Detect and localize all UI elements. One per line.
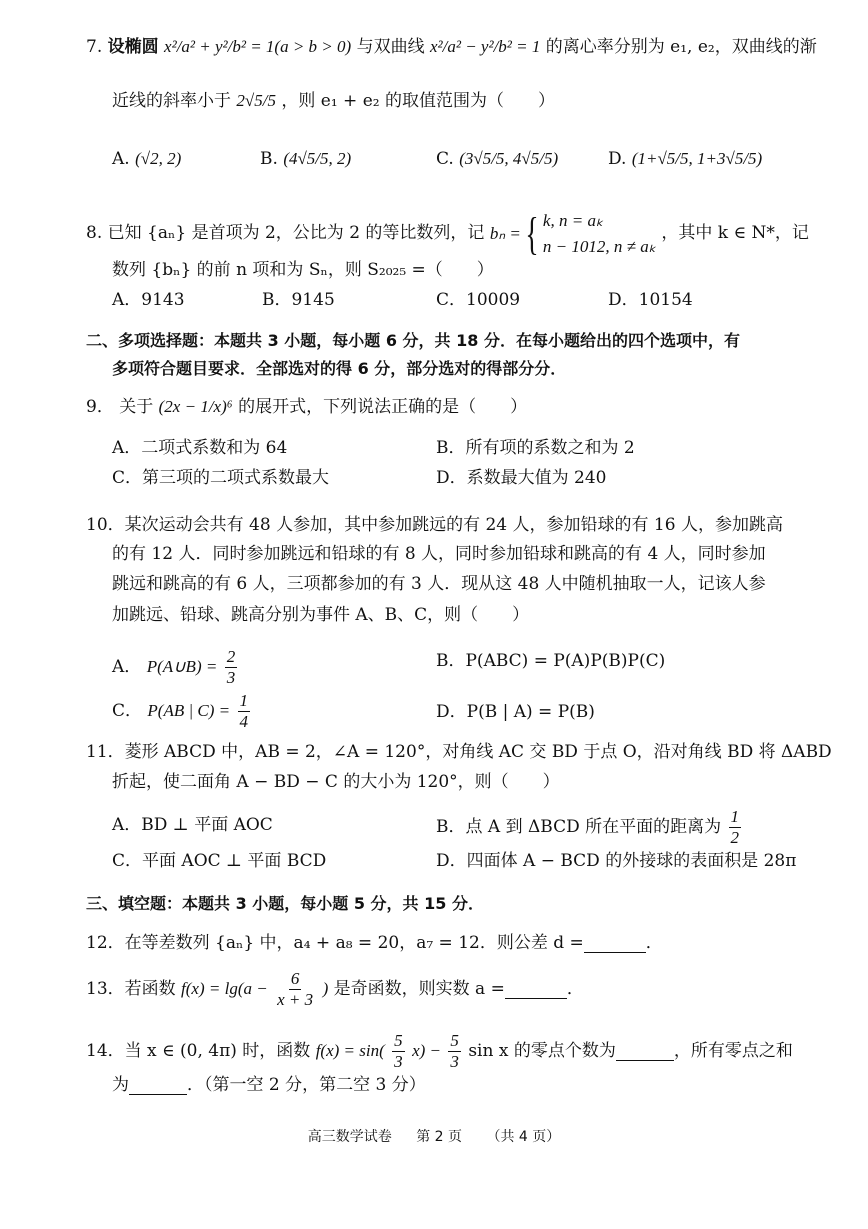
q12-answer-blank[interactable] bbox=[584, 935, 646, 953]
q7-line2b: ，则 e₁ + e₂ 的取值范围为（ ） bbox=[281, 91, 555, 111]
q9-number: 9． bbox=[86, 397, 114, 417]
q7-hyperbola-eq: x²/a² − y²/b² = 1 bbox=[430, 37, 541, 56]
q12-line: 12．在等差数列 {aₙ} 中，a₄ + a₈ = 20，a₇ = 12．则公差 d = ． bbox=[86, 933, 663, 953]
q7-option-c-value: (3√5/5, 4√5/5) bbox=[459, 149, 559, 168]
q10-option-a-fraction: $\frac{2}{3}$ bbox=[226, 647, 236, 687]
q7-line2a: 近线的斜率小于 bbox=[112, 91, 231, 111]
q9-lead: 关于 bbox=[119, 397, 154, 417]
q14-line1: 14．当 x ∈ (0, 4π) 时，函数 f(x) = sin( $\frac{5}{3}$ x) − $\frac{5}{3}$ sin x 的零点个数为 ，所有零点之和 bbox=[86, 1031, 793, 1071]
q11-option-c: C．平面 AOC ⊥ 平面 BCD bbox=[112, 851, 327, 871]
q8-option-a: A．9143 bbox=[112, 290, 185, 310]
q11-option-d: D．四面体 A − BCD 的外接球的表面积是 28π bbox=[436, 851, 797, 871]
q7-ellipse-eq: x²/a² + y²/b² = 1(a > b > 0) bbox=[164, 37, 352, 56]
q14-answer-blank-2[interactable] bbox=[129, 1077, 187, 1095]
q7-option-a-value: (√2, 2) bbox=[135, 149, 182, 168]
section2-line1: 二、多项选择题：本题共 3 小题，每小题 6 分，共 18 分．在每小题给出的四个选项中，有 bbox=[86, 331, 740, 350]
q9-tail: 的展开式，下列说法正确的是（ ） bbox=[238, 397, 528, 417]
q7-option-d: D. (1+√5/5, 1+3√5/5) bbox=[608, 149, 763, 169]
q7-number: 7. bbox=[86, 37, 103, 57]
q10-line3: 跳远和跳高的有 6 人，三项都参加的有 3 人．现从这 48 人中随机抽取一人，记该人参 bbox=[112, 574, 766, 594]
q7-line1 bbox=[86, 38, 817, 56]
q14-answer-blank-1[interactable] bbox=[616, 1043, 674, 1061]
q14-fraction-2: $\frac{5}{3}$ bbox=[450, 1031, 459, 1071]
q10-option-b: B．P(ABC) = P(A)P(B)P(C) bbox=[436, 651, 666, 671]
q10-option-c: C． P(AB | C) = $\frac{1}{4}$ bbox=[112, 691, 249, 731]
q14-fraction-1: $\frac{5}{3}$ bbox=[394, 1031, 403, 1071]
q8-option-b: B．9145 bbox=[262, 290, 335, 310]
q14-line2: 为 ．（第一空 2 分，第二空 3 分） bbox=[112, 1075, 426, 1095]
q13-line: 13．若函数 f(x) = lg(a − $\frac{6}{x + 3}$ ) 是奇函数，则实数 a = ． bbox=[86, 969, 584, 1009]
q7-option-d-value: (1+√5/5, 1+3√5/5) bbox=[631, 149, 763, 168]
q10-option-c-fraction: $\frac{1}{4}$ bbox=[239, 691, 249, 731]
footer-page: 第 2 页 bbox=[416, 1129, 462, 1145]
q9-option-c: C．第三项的二项式系数最大 bbox=[112, 468, 330, 488]
q7-option-b-value: (4√5/5, 2) bbox=[283, 149, 352, 168]
q8-bn-definition: bₙ = { k, n = aₖ n − 1012, n ≠ aₖ bbox=[489, 207, 656, 259]
q8-tail: ，其中 k ∈ N*，记 bbox=[661, 223, 809, 243]
footer-total: （共 4 页） bbox=[486, 1129, 561, 1145]
q11-option-a: A．BD ⊥ 平面 AOC bbox=[112, 815, 273, 835]
footer-title: 高三数学试卷 bbox=[307, 1129, 392, 1145]
q8-case-2: n − 1012, n ≠ aₖ bbox=[542, 236, 656, 256]
q13-answer-blank[interactable] bbox=[505, 981, 567, 999]
q11-option-b: B．点 A 到 ΔBCD 所在平面的距离为 $\frac{1}{2}$ bbox=[436, 807, 740, 847]
q13-fraction: $\frac{6}{x + 3}$ bbox=[277, 969, 314, 1009]
section2-line2: 多项符合题目要求．全部选对的得 6 分，部分选对的得部分分． bbox=[112, 359, 567, 378]
q10-option-d: D．P(B | A) = P(B) bbox=[436, 702, 595, 722]
q7-slope-bound: 2√5/5 bbox=[236, 91, 276, 110]
q8-option-c: C．10009 bbox=[436, 290, 521, 310]
q7-option-a: A. (√2, 2) bbox=[112, 149, 182, 169]
q9-option-b: B．所有项的系数之和为 2 bbox=[436, 438, 635, 458]
q8-case-1: k, n = aₖ bbox=[542, 211, 604, 230]
q7-option-c: C. (3√5/5, 4√5/5) bbox=[436, 149, 559, 169]
q7-mid: 与双曲线 bbox=[356, 37, 425, 57]
q11-option-b-fraction: $\frac{1}{2}$ bbox=[730, 807, 740, 847]
q7-lead: 设椭圆 bbox=[107, 37, 159, 57]
q8-line2: 数列 {bₙ} 的前 n 项和为 Sₙ，则 S₂₀₂₅ =（ ） bbox=[112, 260, 494, 280]
q9-expression: (2x − 1/x)⁶ bbox=[158, 397, 233, 416]
q9-line1 bbox=[86, 398, 527, 416]
q9-option-a: A．二项式系数和为 64 bbox=[112, 438, 288, 458]
q8-option-d: D．10154 bbox=[608, 290, 693, 310]
q10-option-a: A． P(A∪B) = $\frac{2}{3}$ bbox=[112, 647, 236, 687]
q7-tail: 的离心率分别为 e₁, e₂，双曲线的渐 bbox=[545, 37, 817, 57]
q7-line2 bbox=[112, 92, 555, 110]
q10-line2: 的有 12 人．同时参加跳远和铅球的有 8 人，同时参加铅球和跳高的有 4 人，同时参加 bbox=[112, 544, 766, 564]
q8-lead: 已知 {aₙ} 是首项为 2，公比为 2 的等比数列，记 bbox=[107, 223, 485, 243]
q7-option-b: B. (4√5/5, 2) bbox=[260, 149, 352, 169]
q8-line1 bbox=[86, 208, 809, 259]
q10-line1: 10．某次运动会共有 48 人参加，其中参加跳远的有 24 人，参加铅球的有 16 人，参加跳高 bbox=[86, 515, 783, 535]
q11-line2: 折起，使二面角 A − BD − C 的大小为 120°，则（ ） bbox=[112, 772, 560, 792]
q9-option-d: D．系数最大值为 240 bbox=[436, 468, 607, 488]
q11-line1: 11．菱形 ABCD 中，AB = 2，∠A = 120°，对角线 AC 交 BD 于点 O，沿对角线 BD 将 ΔABD bbox=[86, 742, 832, 762]
section3-line1: 三、填空题：本题共 3 小题，每小题 5 分，共 15 分． bbox=[86, 894, 484, 913]
q8-number: 8. bbox=[86, 223, 103, 243]
page-footer bbox=[0, 1126, 868, 1146]
brace-icon: { bbox=[525, 207, 539, 259]
q10-line4: 加跳远、铅球、跳高分别为事件 A、B、C，则（ ） bbox=[112, 605, 530, 625]
